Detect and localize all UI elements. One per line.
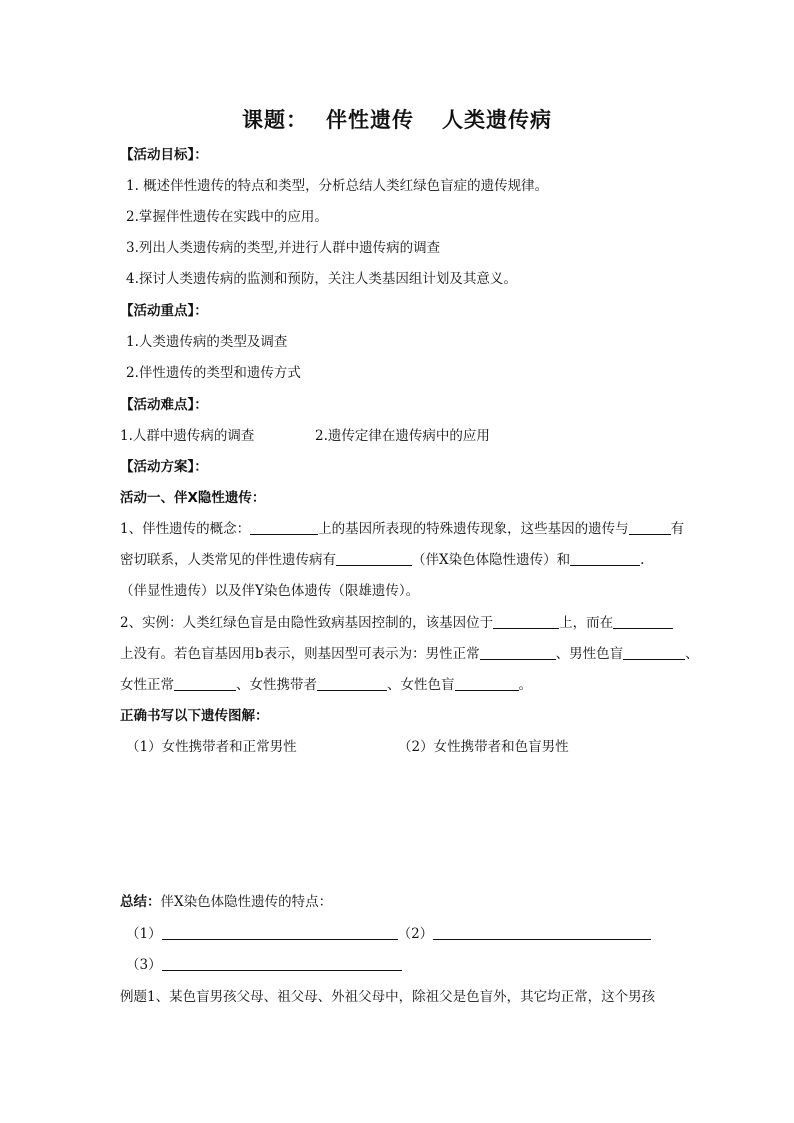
goal-item: 4.探讨人类遗传病的监测和预防，关注人类基因组计划及其意义。 [126, 271, 517, 287]
diagram-case-1: （1）女性携带者和正常男性 [126, 739, 297, 755]
example-text: 2、实例：人类红绿色盲是由隐性致病基因控制的，该基因位于 [120, 615, 494, 631]
goal-item: 1. 概述伴性遗传的特点和类型，分析总结人类红绿色盲症的遗传规律。 [126, 178, 549, 194]
plan-heading: 【活动方案】： [120, 459, 208, 475]
goal-item: 2.掌握伴性遗传在实践中的应用。 [126, 209, 328, 225]
answer-blank[interactable] [570, 551, 640, 566]
concept-text: 有 [670, 521, 685, 537]
answer-blank[interactable] [174, 676, 236, 691]
diagram-case-2: （2）女性携带者和色盲男性 [398, 739, 569, 755]
summary-line [120, 893, 332, 911]
concept-text: . [640, 552, 645, 568]
answer-blank[interactable] [317, 676, 387, 691]
example-text: 。 [518, 677, 532, 693]
title-part2: 人类遗传病 [442, 108, 552, 132]
summary-text: 伴X染色体隐性遗传的特点： [160, 894, 333, 910]
title-part1: 伴性遗传 [326, 108, 414, 132]
key-points-heading: 【活动重点】： [120, 303, 208, 319]
answer-blank[interactable] [162, 925, 398, 940]
answer-blank[interactable] [162, 956, 402, 971]
key-point-item: 1.人类遗传病的类型及调查 [126, 334, 288, 350]
difficulties-heading: 【活动难点】： [120, 397, 208, 413]
answer-blank[interactable] [613, 614, 673, 629]
answer-blank[interactable] [623, 645, 685, 660]
example-line-3 [120, 676, 532, 694]
summary-label: （1） [126, 926, 162, 942]
concept-line-3: （伴显性遗传）以及伴Y染色体遗传（限雄遗传）。 [120, 583, 420, 599]
summary-item-3 [126, 956, 402, 974]
example-text: 、男性色盲 [555, 646, 624, 662]
difficulty-item: 1.人群中遗传病的调查 [120, 428, 255, 444]
example-text: 、女性携带者 [236, 677, 317, 693]
summary-heading: 总结： [120, 894, 161, 910]
summary-label: （3） [126, 957, 162, 973]
example-line-1 [120, 614, 673, 632]
example-text: 、女性色盲 [387, 677, 455, 693]
answer-blank[interactable] [336, 551, 412, 566]
summary-item-1-2 [126, 925, 651, 943]
concept-text: （伴X染色体隐性遗传）和 [412, 552, 571, 568]
answer-blank[interactable] [250, 520, 318, 535]
summary-label: （2） [397, 926, 434, 942]
example-text: 上，而在 [559, 615, 614, 631]
concept-text: 1、伴性遗传的概念： [120, 521, 251, 537]
answer-blank[interactable] [455, 676, 519, 691]
activity1-heading: 活动一、伴X隐性遗传： [120, 490, 266, 506]
example1-text: 例题1、某色盲男孩父母、祖父母、外祖父母中，除祖父是色盲外，其它均正常，这个男孩 [120, 989, 656, 1005]
concept-text: 上的基因所表现的特殊遗传现象，这些基因的遗传与 [318, 521, 629, 537]
goals-heading: 【活动目标】： [120, 147, 208, 163]
goal-item: 3.列出人类遗传病的类型,并进行人群中遗传病的调查 [126, 240, 441, 256]
example-text: 、 [685, 646, 699, 662]
answer-blank[interactable] [493, 614, 559, 629]
difficulty-item: 2.遗传定律在遗传病中的应用 [315, 428, 490, 444]
concept-line-1 [120, 520, 684, 538]
answer-blank[interactable] [480, 645, 556, 660]
example-text: 上没有。若色盲基因用b表示，则基因型可表示为：男性正常 [120, 646, 480, 662]
concept-text: 密切联系，人类常见的伴性遗传病有 [120, 552, 336, 568]
title-prefix: 课题： [242, 108, 308, 132]
answer-blank[interactable] [629, 520, 671, 535]
answer-blank[interactable] [433, 925, 651, 940]
diagram-heading: 正确书写以下遗传图解： [120, 708, 269, 724]
key-point-item: 2.伴性遗传的类型和遗传方式 [126, 365, 301, 381]
example-text: 女性正常 [120, 677, 174, 693]
concept-line-2 [120, 551, 644, 569]
page-title [0, 104, 794, 134]
example-line-2 [120, 645, 699, 663]
